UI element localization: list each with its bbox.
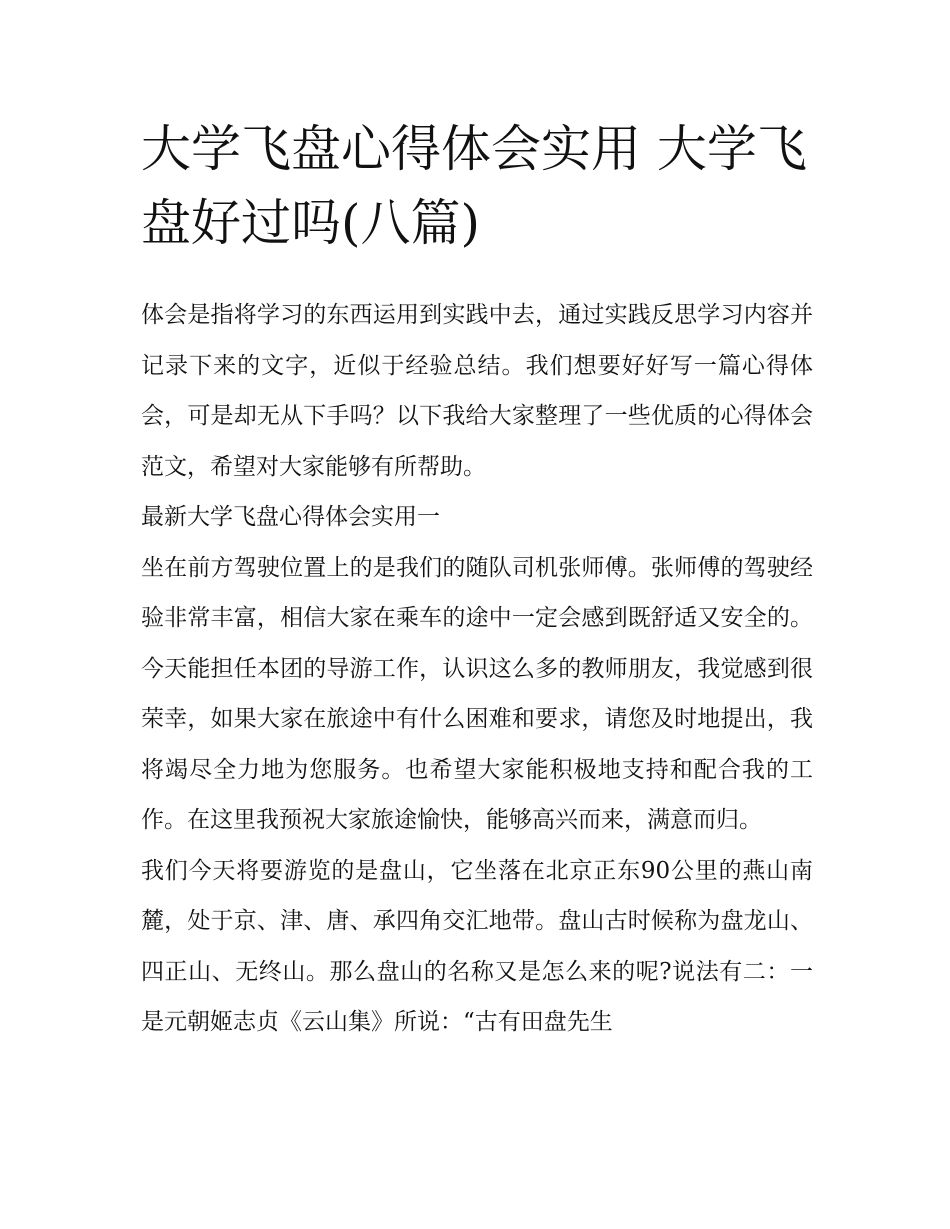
- body-paragraph: 我们今天将要游览的是盘山，它坐落在北京正东90公里的燕山南麓，处于京、津、唐、承四角交汇地带。盘山古时候称为盘龙山、四正山、无终山。那么盘山的名称又是怎么来的呢?说法有二：一是元朝姬志贞《云山集》所说：“古有田盘先生: [141, 857, 813, 1035]
- document-title: 大学飞盘心得体会实用 大学飞盘好过吗(八篇): [141, 120, 807, 252]
- document-body: [141, 290, 813, 1048]
- intro-paragraph: 体会是指将学习的东西运用到实践中去，通过实践反思学习内容并记录下来的文字，近似于经验总结。我们想要好好写一篇心得体会，可是却无从下手吗？以下我给大家整理了一些优质的心得体会范文，希望对大家能够有所帮助。: [141, 302, 813, 480]
- section-heading: 最新大学飞盘心得体会实用一: [141, 504, 440, 530]
- body-paragraph: 坐在前方驾驶位置上的是我们的随队司机张师傅。张师傅的驾驶经验非常丰富，相信大家在乘车的途中一定会感到既舒适又安全的。今天能担任本团的导游工作，认识这么多的教师朋友，我觉感到很荣幸，如果大家在旅途中有什么困难和要求，请您及时地提出，我将竭尽全力地为您服务。也希望大家能积极地支持和配合我的工作。在这里我预祝大家旅途愉快，能够高兴而来，满意而归。: [141, 554, 813, 833]
- document-content: [141, 112, 813, 1048]
